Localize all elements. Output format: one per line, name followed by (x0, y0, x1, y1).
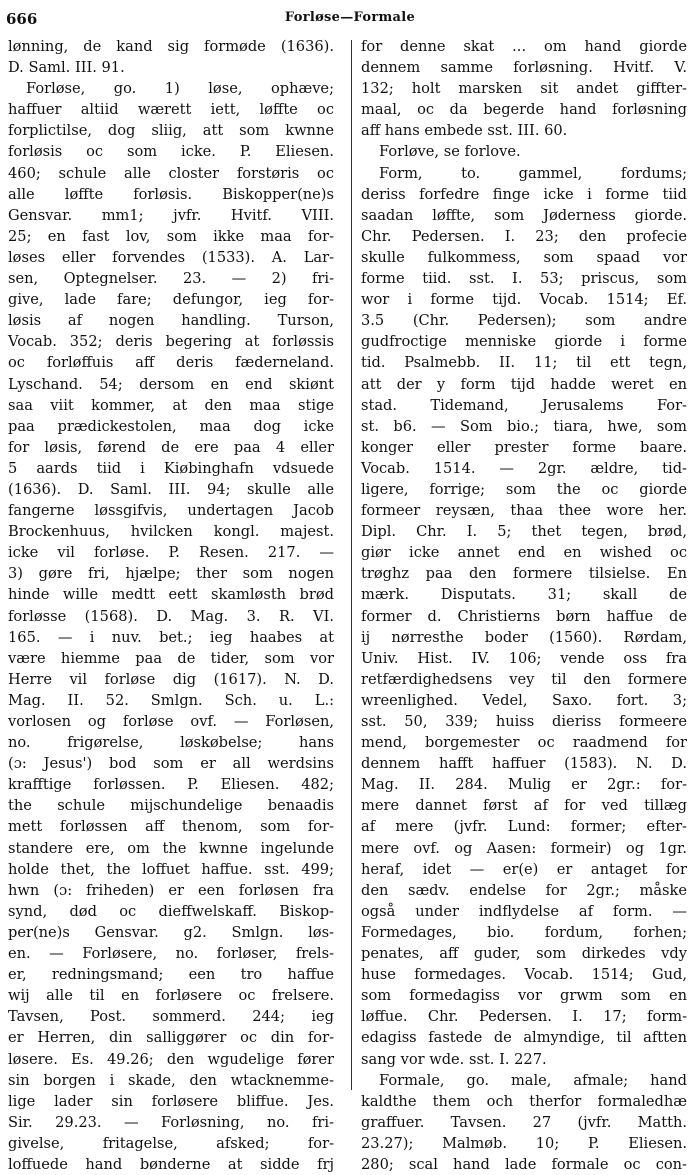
text-line: 23.27); Malmøb. 10; P. Eliesen. (361, 1134, 687, 1152)
page-number: 666 (6, 10, 38, 28)
text-line: krafftige forløssen. P. Eliesen. 482; (8, 776, 334, 794)
text-line: sin borgen i skade, den wtacknemme- (8, 1071, 334, 1089)
text-line: edagiss fastede de almyndige, til aftten (361, 1029, 687, 1047)
text-line: en. — Forløsere, no. forløser, frels- (8, 945, 334, 963)
text-line: standere ere, om the kwnne ingelunde (8, 839, 334, 857)
text-line: sang vor wde. sst. I. 227. (361, 1050, 547, 1068)
text-line: huse formedages. Vocab. 1514; Gud, (361, 966, 687, 984)
text-line: Forløse, go. 1) løse, ophæve; (26, 80, 334, 98)
text-line: att der y form tijd hadde weret en (361, 375, 687, 393)
text-line: 132; holt marsken sit andet giffter- (361, 80, 687, 98)
text-line: Gensvar. mm1; jvfr. Hvitf. VIII. (8, 206, 334, 224)
text-line: Forløve, se forlove. (379, 143, 521, 161)
text-line: icke vil forløse. P. Resen. 217. — (8, 544, 334, 562)
text-line: Lyschand. 54; dersom en end skiønt (8, 375, 334, 393)
text-line: Tavsen, Post. sommerd. 244; ieg (8, 1008, 334, 1026)
text-columns (8, 36, 692, 1173)
text-line: af mere (jvfr. Lund: former; efter- (361, 818, 687, 836)
text-line: graffuer. Tavsen. 27 (jvfr. Matth. (361, 1113, 687, 1131)
text-line: paa prædickestolen, maa dog icke (8, 417, 334, 435)
text-line: penates, aff guder, som dirkedes vdy (361, 945, 687, 963)
text-line: Vocab. 352; deris begering at forløssis (8, 333, 334, 351)
text-line: mere dannet først af for ved tillæg (361, 797, 687, 815)
text-line: 3) gøre fri, hjælpe; ther som nogen (8, 565, 334, 583)
text-line: vorlosen og forløse ovf. — Forløsen, (8, 713, 334, 730)
text-line: per(ne)s Gensvar. g2. Smlgn. løs- (8, 923, 334, 941)
text-line: alle løffte forløsis. Biskopper(ne)s (8, 185, 334, 203)
text-line: loffuede hand bønderne at sidde frj (8, 1155, 334, 1173)
text-line: dennem hafft haffuer (1583). N. D. (361, 755, 687, 773)
text-line: er, redningsmand; een tro haffue (8, 966, 334, 984)
text-line: skulle fulkommess, som spaad vor (361, 248, 687, 266)
text-line: oc forløffuis aff deris fæderneland. (8, 354, 334, 372)
text-line: den sædv. endelse for 2gr.; måske (361, 881, 687, 899)
left-column (8, 36, 334, 1173)
text-line: givelse, fritagelse, afsked; for- (8, 1134, 334, 1152)
text-line: 3.5 (Chr. Pedersen); som andre (361, 312, 687, 330)
text-line: forplictilse, dog sliig, att som kwnne (8, 122, 334, 140)
text-line: 165. — i nuv. bet.; ieg haabes at (8, 628, 334, 646)
text-line: the schule mijschundelige benaadis (8, 797, 334, 815)
text-line: for denne skat ... om hand giorde (361, 38, 687, 55)
text-line: saadan løffte, som Jøderness giorde. (361, 206, 687, 224)
text-line: som formedagiss vor grwm som en (361, 987, 687, 1005)
text-line: maal, oc da begerde hand forløsning (361, 101, 687, 119)
text-line: hwn (ɔ: friheden) er een forløsen fra (8, 881, 334, 899)
text-line: forme tiid. sst. I. 53; priscus, som (361, 270, 687, 288)
text-line: aff hans embede sst. III. 60. (361, 122, 568, 140)
text-line: give, lade fare; defungor, ieg for- (8, 291, 334, 309)
text-line: Univ. Hist. IV. 106; vende oss fra (361, 649, 687, 667)
text-line: haffuer altiid wærett iett, løffte oc (8, 101, 334, 119)
text-line: formeer reysæn, thaa thee wore her. (361, 502, 687, 520)
text-line: retfærdighedsens vey til den formere (361, 670, 687, 688)
text-line: mere ovf. og Aasen: formeir) og 1gr. (361, 839, 687, 857)
text-line: mett forløssen aff thenom, som for- (8, 818, 334, 836)
text-line: Vocab. 1514. — 2gr. ældre, tid- (361, 459, 687, 477)
text-line: kaldthe them och therfor formaledhæ (361, 1092, 687, 1110)
text-line: Formedages, bio. fordum, forhen; (361, 923, 687, 941)
text-line: løsis af nogen handling. Turson, (8, 312, 334, 330)
text-line: holde thet, the loffuet haffue. sst. 499; (8, 860, 334, 878)
right-column (361, 36, 687, 1173)
text-line: hinde wille medtt eett skamløsth brød (8, 586, 334, 604)
text-line: Mag. II. 284. Mulig er 2gr.: for- (361, 776, 687, 794)
text-line: sen, Optegnelser. 23. — 2) fri- (8, 270, 334, 288)
text-line: fangerne løssgifvis, undertagen Jacob (8, 502, 334, 520)
text-line: tid. Psalmebb. II. 11; til ett tegn, (361, 354, 687, 372)
text-line: Form, to. gammel, fordums; (379, 164, 687, 182)
text-line: giør icke annet end en wished oc (361, 544, 687, 562)
text-line: (ɔ: Jesus') bod som er all werdsins (8, 755, 334, 773)
text-line: dennem samme forløsning. Hvitf. V. (361, 59, 687, 77)
text-line: trøghz paa den formere tilsielse. En (361, 565, 687, 583)
text-line: synd, død oc dieffwelskaff. Biskop- (8, 902, 334, 920)
text-line: lønning, de kand sig formøde (1636). (8, 38, 334, 55)
running-head: Forløse—Formale (284, 10, 416, 25)
text-line: Formale, go. male, afmale; hand (379, 1071, 687, 1089)
text-line: st. b6. — Som bio.; tiara, hwe, som (361, 417, 687, 435)
text-line: (1636). D. Saml. III. 94; skulle alle (8, 480, 334, 498)
text-line: wij alle til en forløsere oc frelsere. (8, 987, 334, 1005)
text-line: Chr. Pedersen. I. 23; den profecie (361, 227, 687, 245)
text-line: Sir. 29.23. — Forløsning, no. fri- (8, 1113, 334, 1131)
text-line: no. frigørelse, løskøbelse; hans (8, 734, 334, 752)
text-line: Dipl. Chr. I. 5; thet tegen, brød, (361, 523, 687, 541)
text-line: forløsis oc som icke. P. Eliesen. (8, 143, 334, 161)
text-line: 5 aards tiid i Kiøbinghafn vdsuede (8, 459, 334, 477)
text-line: heraf, idet — er(e) er antaget for (361, 860, 687, 878)
text-line: former d. Christierns børn haffue de (361, 607, 687, 625)
text-line: 280; scal hand lade formale oc con- (361, 1155, 687, 1173)
text-line: også under indflydelse af form. — (361, 902, 687, 920)
text-line: løses eller forvendes (1533). A. Lar- (8, 248, 334, 266)
text-line: er Herren, din salliggører oc din for- (8, 1029, 334, 1047)
text-line: ligere, forrige; som the oc giorde (361, 480, 687, 498)
text-line: Mag. II. 52. Smlgn. Sch. u. L.: (8, 691, 334, 709)
text-line: mærk. Disputats. 31; skall de (361, 586, 687, 604)
text-line: 25; en fast lov, som ikke maa for- (8, 227, 334, 245)
text-line: for løsis, førend de ere paa 4 eller (8, 438, 334, 456)
text-line: gudfroctige menniske giorde i forme (361, 333, 687, 351)
text-line: være hiemme paa de tider, som vor (8, 649, 334, 667)
text-line: wreenlighed. Vedel, Saxo. fort. 3; (361, 691, 687, 709)
text-line: wor i forme tijd. Vocab. 1514; Ef. (361, 291, 687, 309)
text-line: mend, borgemester oc raadmend for (361, 734, 687, 752)
text-line: deriss forfedre finge icke i forme tiid (361, 185, 687, 203)
page-header (0, 0, 700, 34)
text-line: Brockenhuus, hvilcken kongl. majest. (8, 523, 334, 541)
text-line: konger eller prester forme baare. (361, 438, 687, 456)
text-line: løffue. Chr. Pedersen. I. 17; form- (361, 1008, 687, 1026)
text-line: saa viit kommer, at den maa stige (8, 396, 334, 414)
text-line: sst. 50, 339; huiss dieriss formeere (361, 713, 687, 730)
column-divider (351, 40, 352, 1090)
text-line: 460; schule alle closter forstøris oc (8, 164, 334, 182)
text-line: D. Saml. III. 91. (8, 59, 125, 77)
text-line: Herre vil forløse dig (1617). N. D. (8, 670, 334, 688)
text-line: løsere. Es. 49.26; den wgudelige fører (8, 1050, 334, 1068)
text-line: stad. Tidemand, Jerusalems For- (361, 396, 687, 414)
text-line: forløsse (1568). D. Mag. 3. R. VI. (8, 607, 334, 625)
text-line: ij nørresthe boder (1560). Rørdam, (361, 628, 687, 646)
text-line: lige lader sin forløsere bliffue. Jes. (8, 1092, 334, 1110)
